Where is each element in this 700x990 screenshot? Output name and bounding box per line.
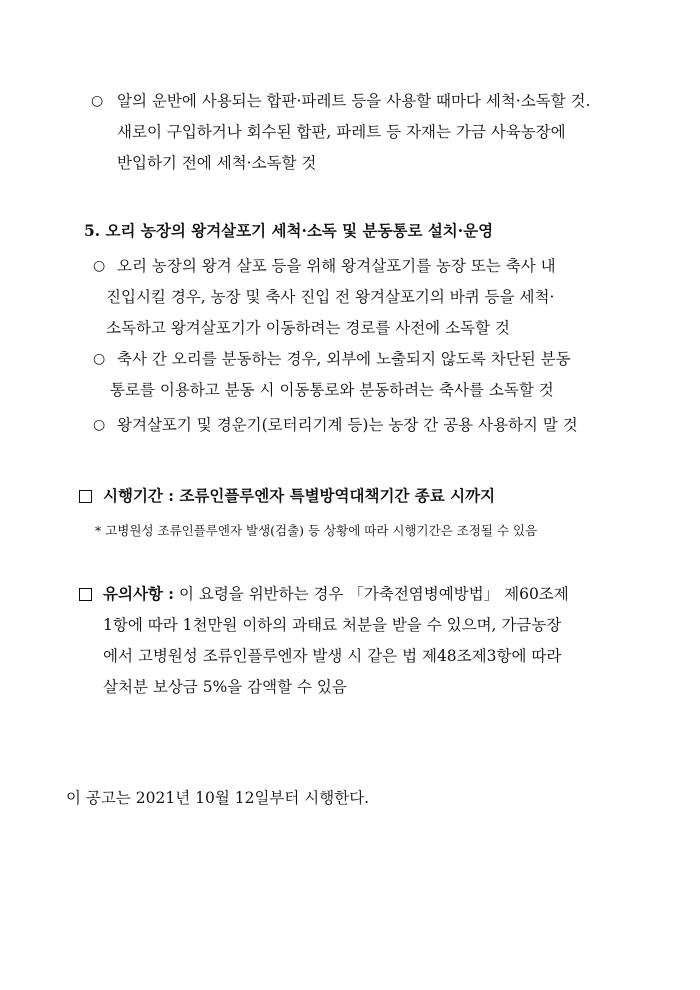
item-line: 오리 농장의 왕겨 살포 등을 위해 왕겨살포기를 농장 또는 축사 내	[117, 257, 556, 275]
checkbox-square-icon	[79, 490, 92, 503]
item-line: 왕겨살포기 및 경운기(로터리기계 등)는 농장 간 공용 사용하지 말 것	[117, 416, 578, 434]
caution-line: 살처분 보상금 5%을 감액할 수 있음	[103, 678, 347, 696]
item-line: 축사 간 오리를 분동하는 경우, 외부에 노출되지 않도록 차단된 분동	[117, 350, 571, 368]
item-line: 통로를 이용하고 분동 시 이동통로와 분동하려는 축사를 소독할 것	[110, 381, 554, 399]
item-line: 소독하고 왕겨살포기가 이동하려는 경로를 사전에 소독할 것	[106, 319, 510, 337]
caution-line-rest: 이 요령을 위반하는 경우 「가축전염병예방법」 제60조제	[178, 585, 569, 603]
caution-label: 유의사항 :	[103, 584, 175, 603]
item-line: 반입하기 전에 세척·소독할 것	[117, 154, 317, 172]
effective-statement: 이 공고는 2021년 10월 12일부터 시행한다.	[66, 789, 370, 807]
item-line: 알의 운반에 사용되는 합판·파레트 등을 사용할 때마다 세척·소독할 것.	[117, 92, 591, 110]
checkbox-square-icon	[79, 588, 92, 601]
caution-line: 에서 고병원성 조류인플루엔자 발생 시 같은 법 제48조제3항에 따라	[103, 647, 562, 665]
caution-line: 1항에 따라 1천만원 이하의 과태료 처분을 받을 수 있으며, 가금농장	[103, 616, 562, 634]
period-note: * 고병원성 조류인플루엔자 발생(검출) 등 상황에 따라 시행기간은 조정될 수 있음	[95, 523, 538, 538]
period-text: 시행기간 : 조류인플루엔자 특별방역대책기간 종료 시까지	[103, 486, 496, 505]
bullet-icon: ○	[93, 351, 106, 367]
item-line: 진입시킬 경우, 농장 및 축사 진입 전 왕겨살포기의 바퀴 등을 세척·	[106, 288, 555, 306]
item-line: 새로이 구입하거나 회수된 합판, 파레트 등 자재는 가금 사육농장에	[117, 123, 566, 141]
bullet-icon: ○	[93, 417, 106, 433]
caution-first-line	[103, 584, 569, 604]
section-heading: 5. 오리 농장의 왕겨살포기 세척·소독 및 분동통로 설치·운영	[84, 221, 494, 240]
bullet-icon: ○	[91, 93, 104, 109]
bullet-icon: ○	[93, 258, 106, 274]
